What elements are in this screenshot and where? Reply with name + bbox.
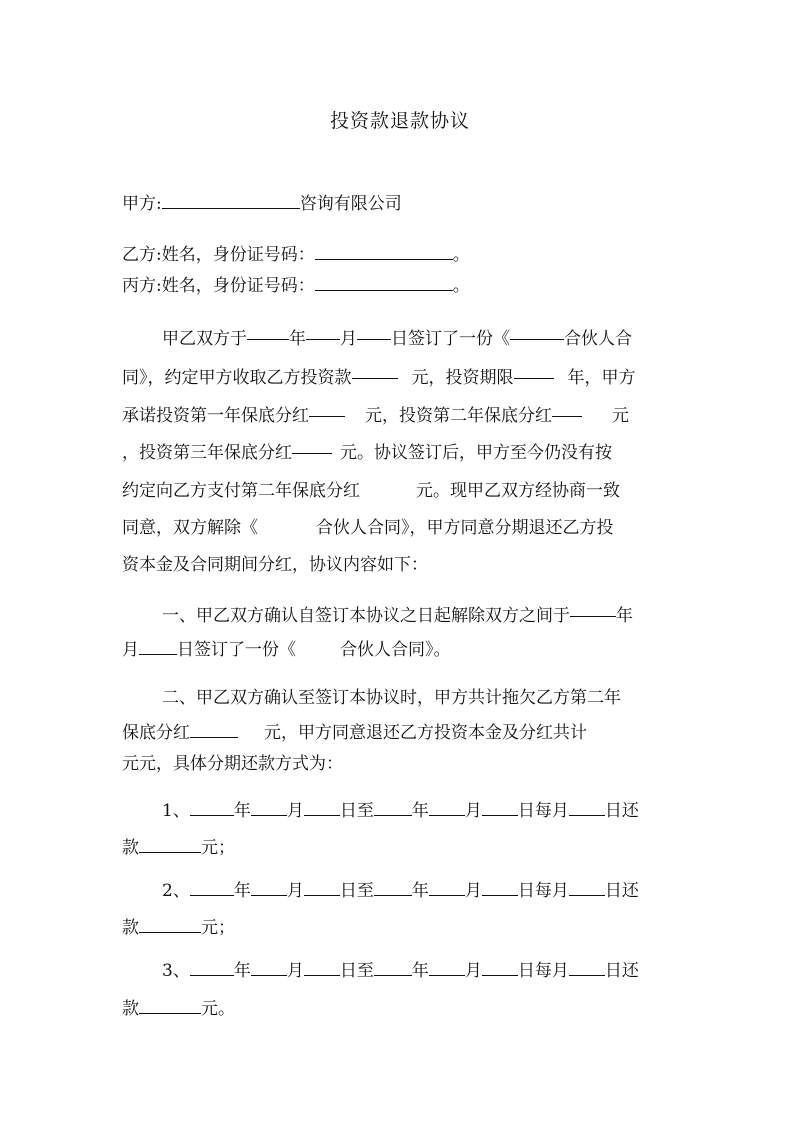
clause-text: 元，甲方同意退还乙方投资本金及分红共计 [264,723,587,743]
installment-text: 日至 [339,801,374,821]
installment-text: 月 [286,801,304,821]
installment-1-line [162,797,639,823]
installment-text: 元； [201,838,235,858]
clause-1-line-2 [122,636,451,662]
amount-blank [292,453,332,454]
installment-text: 年 [233,801,251,821]
intro-text: 同》，约定甲方收取乙方投资款 [122,368,352,388]
day-blank [139,636,177,655]
installment-1-amount [122,834,235,860]
intro-text: 同意，双方解除《 [122,518,258,538]
installment-text: 年 [233,961,251,981]
party-b-id-blank [315,241,453,260]
installment-text: 款 [122,999,139,1019]
clause-text: 年 [616,606,633,626]
month-blank [306,339,340,340]
installment-number: 1、 [162,801,190,821]
intro-text: 元 [612,406,629,426]
intro-text: 元。协议签订后，甲方至今仍没有按 [340,443,612,463]
intro-text: 合伙人合同》，甲方同意分期退还乙方投 [316,518,614,538]
clause-text: 月 [122,640,139,660]
installment-text: 元。 [201,999,235,1019]
document-title: 投资款退款协议 [329,110,470,132]
installment-number: 3、 [162,961,190,981]
party-b-text: 乙方:姓名，身份证号码： [122,245,315,265]
party-a-blank [162,190,300,209]
amount-blank [190,719,238,738]
clause-text: 日签订了一份《 [177,640,296,660]
intro-line-2 [122,366,636,390]
installment-text: 日还 [604,801,639,821]
intro-line-5 [122,479,620,503]
installment-text: 月 [464,801,482,821]
intro-text: 甲乙双方于 [162,329,247,349]
intro-text: 元。现甲乙双方经协商一致 [416,481,620,501]
intro-text: ，投资第三年保底分红 [122,443,292,463]
intro-line-4 [122,441,612,465]
clause-text: 一、甲乙双方确认自签订本协议之日起解除双方之间于 [162,606,570,626]
intro-text: 承诺投资第一年保底分红 [122,406,309,426]
intro-text: 月 [340,329,357,349]
party-a-line [122,190,402,216]
intro-line-6 [122,516,614,540]
intro-text: 约定向乙方支付第二年保底分红 [122,481,360,501]
installment-3-line [162,957,639,983]
intro-text: 年 [289,329,306,349]
installment-text: 日还 [604,961,639,981]
clause-text: 保底分红 [122,723,190,743]
year-blank [570,616,616,617]
installment-text: 月 [464,881,482,901]
contract-name-blank [510,339,564,340]
installment-text: 年 [233,881,251,901]
party-c-end: 。 [452,276,470,296]
intro-line-3 [122,404,629,428]
amount-blank [352,378,398,379]
intro-text: 元，投资第二年保底分红 [365,406,552,426]
installment-text: 款 [122,918,139,938]
clause-2-line-2 [122,719,587,745]
installment-number: 2、 [162,881,190,901]
intro-text: 元，投资期限 [411,368,514,388]
party-c-text: 丙方:姓名，身份证号码： [122,276,315,296]
party-c-line [122,272,470,298]
amount-blank [309,416,345,417]
installment-text: 日每月 [517,801,569,821]
clause-text: 合伙人合同》。 [340,640,451,660]
intro-line-7: 资本金及合同期间分红，协议内容如下： [122,555,428,575]
term-blank [514,378,554,379]
clause-2-line-1: 二、甲乙双方确认至签订本协议时，甲方共计拖欠乙方第二年 [162,688,621,708]
party-b-end: 。 [452,245,470,265]
installment-text: 月 [286,961,304,981]
clause-1-line-1 [162,604,633,628]
installment-2-line [162,877,639,903]
installment-text: 月 [286,881,304,901]
installment-2-amount [122,914,235,940]
installment-text: 日每月 [517,961,569,981]
clause-2-line-3: 元元，具体分期还款方式为： [122,754,343,774]
installment-text: 日至 [339,961,374,981]
intro-text: 日签订了一份《 [391,329,510,349]
installment-text: 年 [411,801,429,821]
year-blank [247,339,289,340]
installment-3-amount [122,995,235,1021]
amount-blank [552,416,582,417]
party-c-id-blank [315,272,453,291]
party-a-label: 甲方: [122,194,162,214]
party-a-suffix: 咨询有限公司 [299,194,402,214]
installment-text: 元； [201,918,235,938]
installment-text: 年 [411,961,429,981]
intro-text: 合伙人合 [564,329,632,349]
intro-line-1 [162,327,632,351]
installment-text: 年 [411,881,429,901]
installment-text: 款 [122,838,139,858]
party-b-line [122,241,470,267]
installment-text: 月 [464,961,482,981]
day-blank [357,339,391,340]
installment-text: 日还 [604,881,639,901]
intro-text: 年，甲方 [567,368,636,388]
installment-text: 日每月 [517,881,569,901]
installment-text: 日至 [339,881,374,901]
